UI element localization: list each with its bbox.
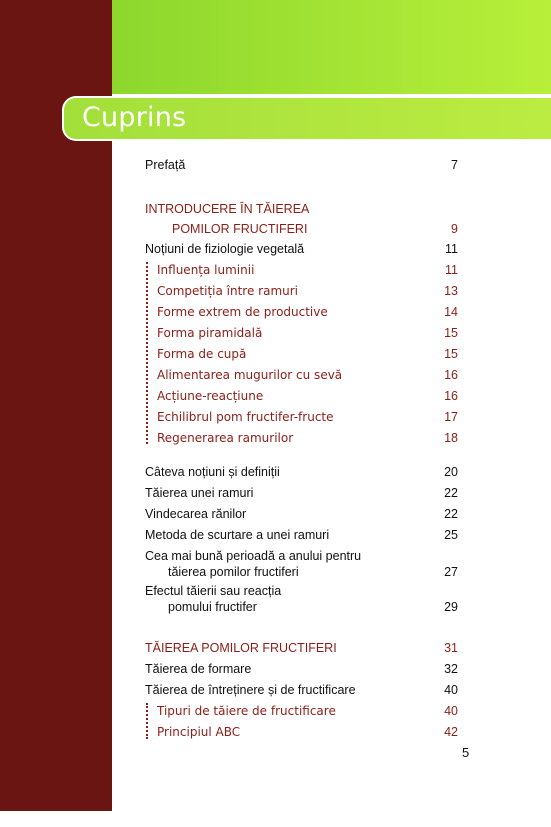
toc-entry-page: 16 <box>444 389 458 403</box>
toc-entry-page: 16 <box>444 368 458 382</box>
toc-entry-label: Influența luminii <box>157 263 255 277</box>
toc-entry-page: 15 <box>444 326 458 340</box>
toc-entry-label: Noțiuni de fiziologie vegetală <box>145 242 305 256</box>
toc-entry-label: Vindecarea rănilor <box>145 507 247 521</box>
toc-entry-page: 40 <box>444 683 458 697</box>
page-number: 5 <box>462 745 470 760</box>
toc-entry-label: Principiul ABC <box>157 725 241 739</box>
toc-entry-page: 22 <box>444 507 458 521</box>
toc-entry-label: Forme extrem de productive <box>157 305 328 319</box>
page-title: Cuprins <box>82 102 187 133</box>
toc-entry-label: Echilibrul pom fructifer-fructe <box>157 410 334 424</box>
toc-entry-page: 17 <box>444 410 458 424</box>
toc-entry-page: 27 <box>444 565 458 579</box>
sub-list-dots <box>146 703 148 739</box>
toc-entry-label: Forma de cupă <box>157 347 247 361</box>
toc-entry-label: Tăierea unei ramuri <box>145 486 254 500</box>
toc-entry-label: Tipuri de tăiere de fructificare <box>157 704 336 718</box>
toc-entry-page: 11 <box>445 263 458 277</box>
sub-list-dots <box>146 262 148 444</box>
toc-entry-label: Competiția între ramuri <box>157 284 299 298</box>
toc-entry-label: Acțiune-reacțiune <box>157 389 264 403</box>
toc-entry-label: Forma piramidală <box>157 326 263 340</box>
toc-entry-page: 13 <box>444 284 458 298</box>
header-band <box>112 0 551 94</box>
toc-entry-label: Tăierea de întreținere și de fructificare <box>145 683 356 697</box>
toc-entry-page: 29 <box>444 600 458 614</box>
toc-entry-page: 25 <box>444 528 458 542</box>
toc-entry-label: Prefață <box>145 158 186 172</box>
toc-entry-label: INTRODUCERE ÎN TĂIEREA <box>145 202 310 216</box>
toc-entry-label: POMILOR FRUCTIFERI <box>172 222 308 236</box>
toc-entry-page: 31 <box>444 641 458 655</box>
toc-entry-page: 20 <box>444 465 458 479</box>
toc-entry-label: Cea mai bună perioadă a anului pentru <box>145 549 362 563</box>
toc-entry-label: Câteva noțiuni și definiții <box>145 465 280 479</box>
toc-entry-label: Alimentarea mugurilor cu sevă <box>157 368 343 382</box>
toc-entry-page: 14 <box>444 305 458 319</box>
toc-entry-page: 22 <box>444 486 458 500</box>
toc-entry-label: Efectul tăierii sau reacția <box>145 584 282 598</box>
toc-entry-label: Regenerarea ramurilor <box>157 431 294 445</box>
toc-entry-label: Tăierea de formare <box>145 662 252 676</box>
toc-entry-page: 32 <box>444 662 458 676</box>
toc-entry-page: 11 <box>445 242 458 256</box>
toc-entry-page: 40 <box>444 704 458 718</box>
toc-entry-label: tăierea pomilor fructiferi <box>168 565 299 579</box>
toc-entry-page: 15 <box>444 347 458 361</box>
toc-entry-page: 18 <box>444 431 458 445</box>
toc-entry-page: 42 <box>444 725 458 739</box>
toc-entry-label: pomului fructifer <box>168 600 257 614</box>
toc-entry-page: 9 <box>451 222 458 236</box>
toc-entry-label: TĂIEREA POMILOR FRUCTIFERI <box>145 641 337 655</box>
toc-entry-label: Metoda de scurtare a unei ramuri <box>145 528 330 542</box>
toc-entry-page: 7 <box>451 158 458 172</box>
